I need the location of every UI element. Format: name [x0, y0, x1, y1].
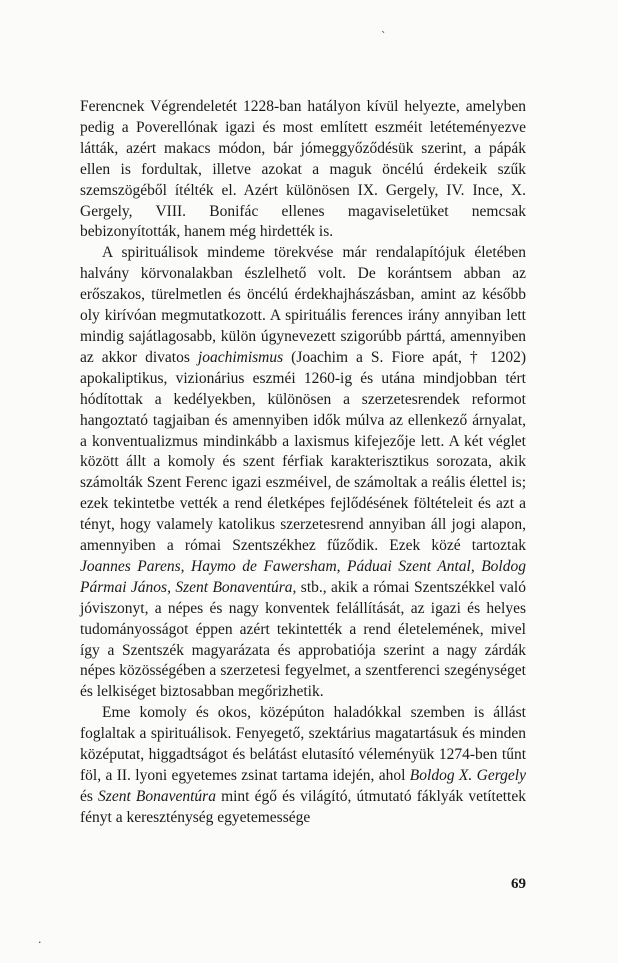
body-text — [80, 97, 526, 829]
paragraph-2 — [80, 243, 526, 703]
italic-text: Boldog X. Gergely — [409, 767, 526, 784]
italic-text: Szent Bonaventúra — [98, 787, 216, 805]
text-segment: Ferencnek Végrendeletét 1228-ban hatályon kívül helyezte, amelyben pedig a Poverellónak igazi és most említett eszméit letéteményezve látták, azért makacs módon, bár jómeggyőződésük szerint, a pápák ellen is fordultak, illetve azokat a maguk öncélú érdekeik szűk szemszögéből ítélték el. Azért különösen IX. Gergely, IV. Ince, X. Gergely, VIII. Bonifác ellenes magaviseletüket nemcsak bebizonyították, hanem még hirdették is. — [80, 98, 526, 241]
text-segment: és — [80, 787, 99, 805]
text-segment: mint égő és világító, útmutató fáklyák vetítettek fényt a kereszténység egyetemessége — [80, 787, 526, 826]
text-segment: (Joachim a S. Fiore apát, † 1202) apokaliptikus, vizionárius eszméi 1260-ig és utána mindjobban tért hódítottak a kedélyekben, különösen a szerzetesrendek reformot hangoztató tagjaiban és amennyiben idők múlva az ellenkező árnyalat, a konventualizmus mindinkább a laxismus kifejezője lett. A két véglet között állt a komoly és szent férfiak karakterisztikus sorozata, akik számolták Szent Ferenc igazi eszméivel, de számoltak a reális élettel is; ezek tekintetbe vették a rend életképes fejlődésének föltételeit és azt a tényt, hogy valamely katolikus szerzetesrend annyiban áll jogi alapon, amennyiben a római Szentszékhez fűződik. Ezek közé tartoztak — [80, 348, 526, 555]
text-segment: A spirituálisok mindeme törekvése már rendalapítójuk életében halvány körvonalakban észlelhető volt. De korántsem abban az erőszakos, türelmetlen és öncélú érdekhajhászásban, amint az később oly kirívóan megmutatkozott. A spirituális ferences irány annyiban lett mindig sajátlagosabb, külön úgynevezett szigorúbb párttá, amennyiben az akkor divatos — [80, 244, 526, 366]
stray-mark-top: ˋ — [381, 30, 387, 43]
page-number: 69 — [511, 876, 526, 892]
paragraph-1 — [80, 97, 526, 243]
text-segment: stb., akik a római Szentszékkel való jóviszonyt, a népes és nagy konventek felállítását, az igazi és helyes tudományosságot éppen azért tekintették a rend életelemének, mivel így a Szentszék magyarázata és approbatiója szerint a nagy zárdák népes közösségében a szerzetesi fegyelmet, a szentferenci szegénységet és lelkiséget biztosabban megőrizhetik. — [80, 578, 526, 701]
stray-mark-bottom: · — [38, 936, 42, 949]
paragraph-3 — [80, 703, 526, 828]
text-segment: Eme komoly és okos, középúton haladókkal szemben is állást foglaltak a spirituálisok. Fenyegető, szektárius magatartásuk és minden középutat, higgadtságot és belátást elutasító véleményük 1274-ben tűnt föl, a II. lyoni egyetemes zsinat tartama idején, ahol — [80, 704, 526, 784]
italic-text: Joannes Parens, Haymo de Fawersham, Páduai Szent Antal, Boldog Pármai János, Szent Bonaventúra, — [80, 557, 526, 596]
italic-text: joachimismus — [197, 348, 284, 366]
